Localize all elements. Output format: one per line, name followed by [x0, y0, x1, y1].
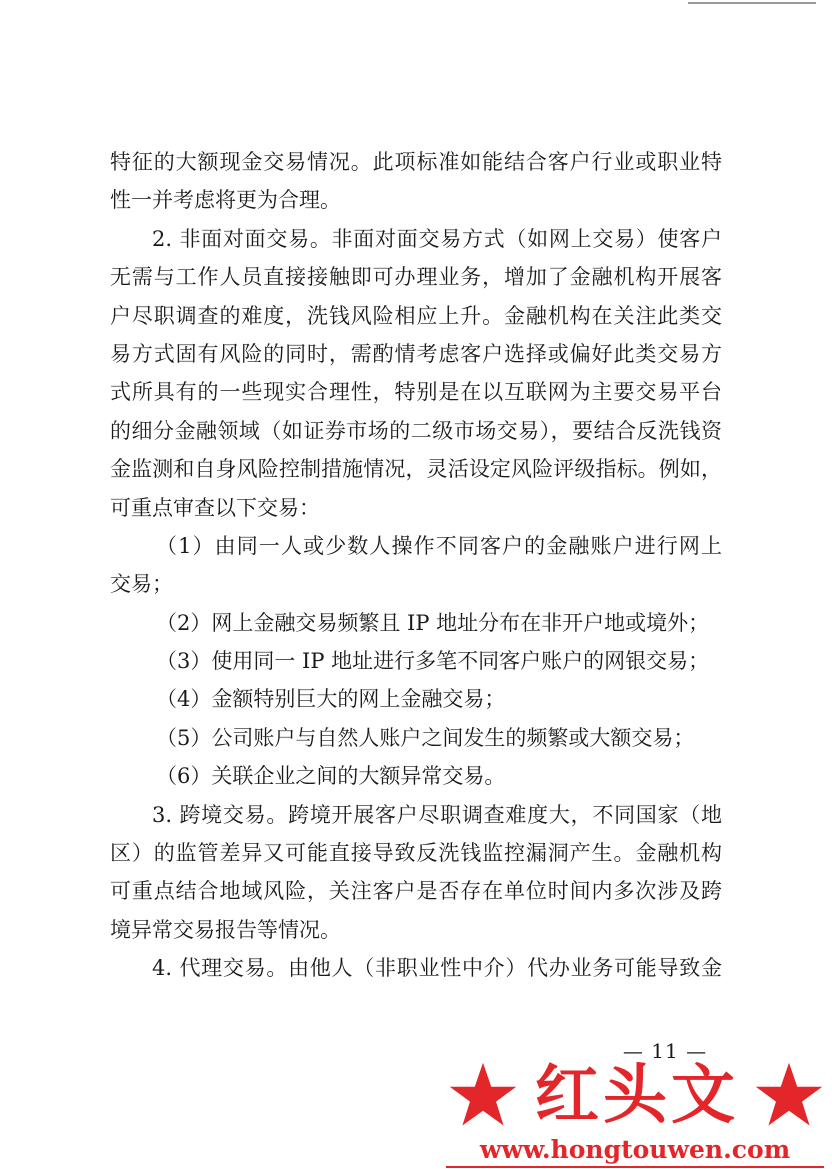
- text-line: 性一并考虑将更为合理。: [110, 188, 341, 213]
- paragraph-heading-line: 3. 跨境交易。跨境开展客户尽职调查难度大，不同国家（地: [152, 802, 722, 827]
- text-line: 户尽职调查的难度，洗钱风险相应上升。金融机构在关注此类交: [110, 303, 722, 328]
- text-line: 式所具有的一些现实合理性，特别是在以互联网为主要交易平台: [110, 380, 722, 405]
- paragraph-heading-line: 2. 非面对面交易。非面对面交易方式（如网上交易）使客户: [152, 226, 722, 251]
- text-line: 可重点结合地域风险，关注客户是否存在单位时间内多次涉及跨: [110, 879, 722, 904]
- list-item: （2）网上金融交易频繁且 IP 地址分布在非开户地或境外；: [156, 610, 710, 635]
- text-line: 区）的监管差异又可能直接导致反洗钱监控漏洞产生。金融机构: [110, 841, 722, 866]
- star-icon: [754, 1060, 824, 1130]
- text-line: 金监测和自身风险控制措施情况，灵活设定风险评级指标。例如，: [110, 457, 722, 482]
- list-item: （5）公司账户与自然人账户之间发生的频繁或大额交易；: [156, 725, 695, 750]
- watermark-underline: [446, 1166, 824, 1168]
- list-item: （4）金额特别巨大的网上金融交易；: [156, 687, 506, 712]
- watermark: [438, 1050, 832, 1169]
- document-body: [110, 143, 722, 988]
- text-line: 境异常交易报告等情况。: [110, 917, 341, 942]
- text-line: 的细分金融领域（如证券市场的二级市场交易），要结合反洗钱资: [110, 418, 722, 443]
- list-item: （1）由同一人或少数人操作不同客户的金融账户进行网上: [156, 533, 722, 558]
- text-line: 无需与工作人员直接接触即可办理业务，增加了金融机构开展客: [110, 265, 722, 290]
- text-line: 可重点审查以下交易：: [110, 495, 320, 520]
- list-item: （3）使用同一 IP 地址进行多笔不同客户账户的网银交易；: [156, 649, 710, 674]
- watermark-brand-row: [438, 1058, 832, 1134]
- star-icon: [448, 1060, 518, 1130]
- watermark-brand: 红头文: [535, 1059, 739, 1133]
- text-line: 易方式固有风险的同时，需酌情考虑客户选择或偏好此类交易方: [110, 341, 722, 366]
- text-line: 交易；: [110, 572, 173, 597]
- page-number: — 11 —: [622, 1039, 708, 1063]
- paragraph-heading-line: 4. 代理交易。由他人（非职业性中介）代办业务可能导致金: [152, 956, 722, 981]
- top-rule: [688, 2, 816, 4]
- list-item: （6）关联企业之间的大额异常交易。: [156, 764, 506, 789]
- watermark-url[interactable]: www.hongtouwen.com: [479, 1135, 791, 1164]
- text-line: 特征的大额现金交易情况。此项标准如能结合客户行业或职业特: [110, 150, 722, 174]
